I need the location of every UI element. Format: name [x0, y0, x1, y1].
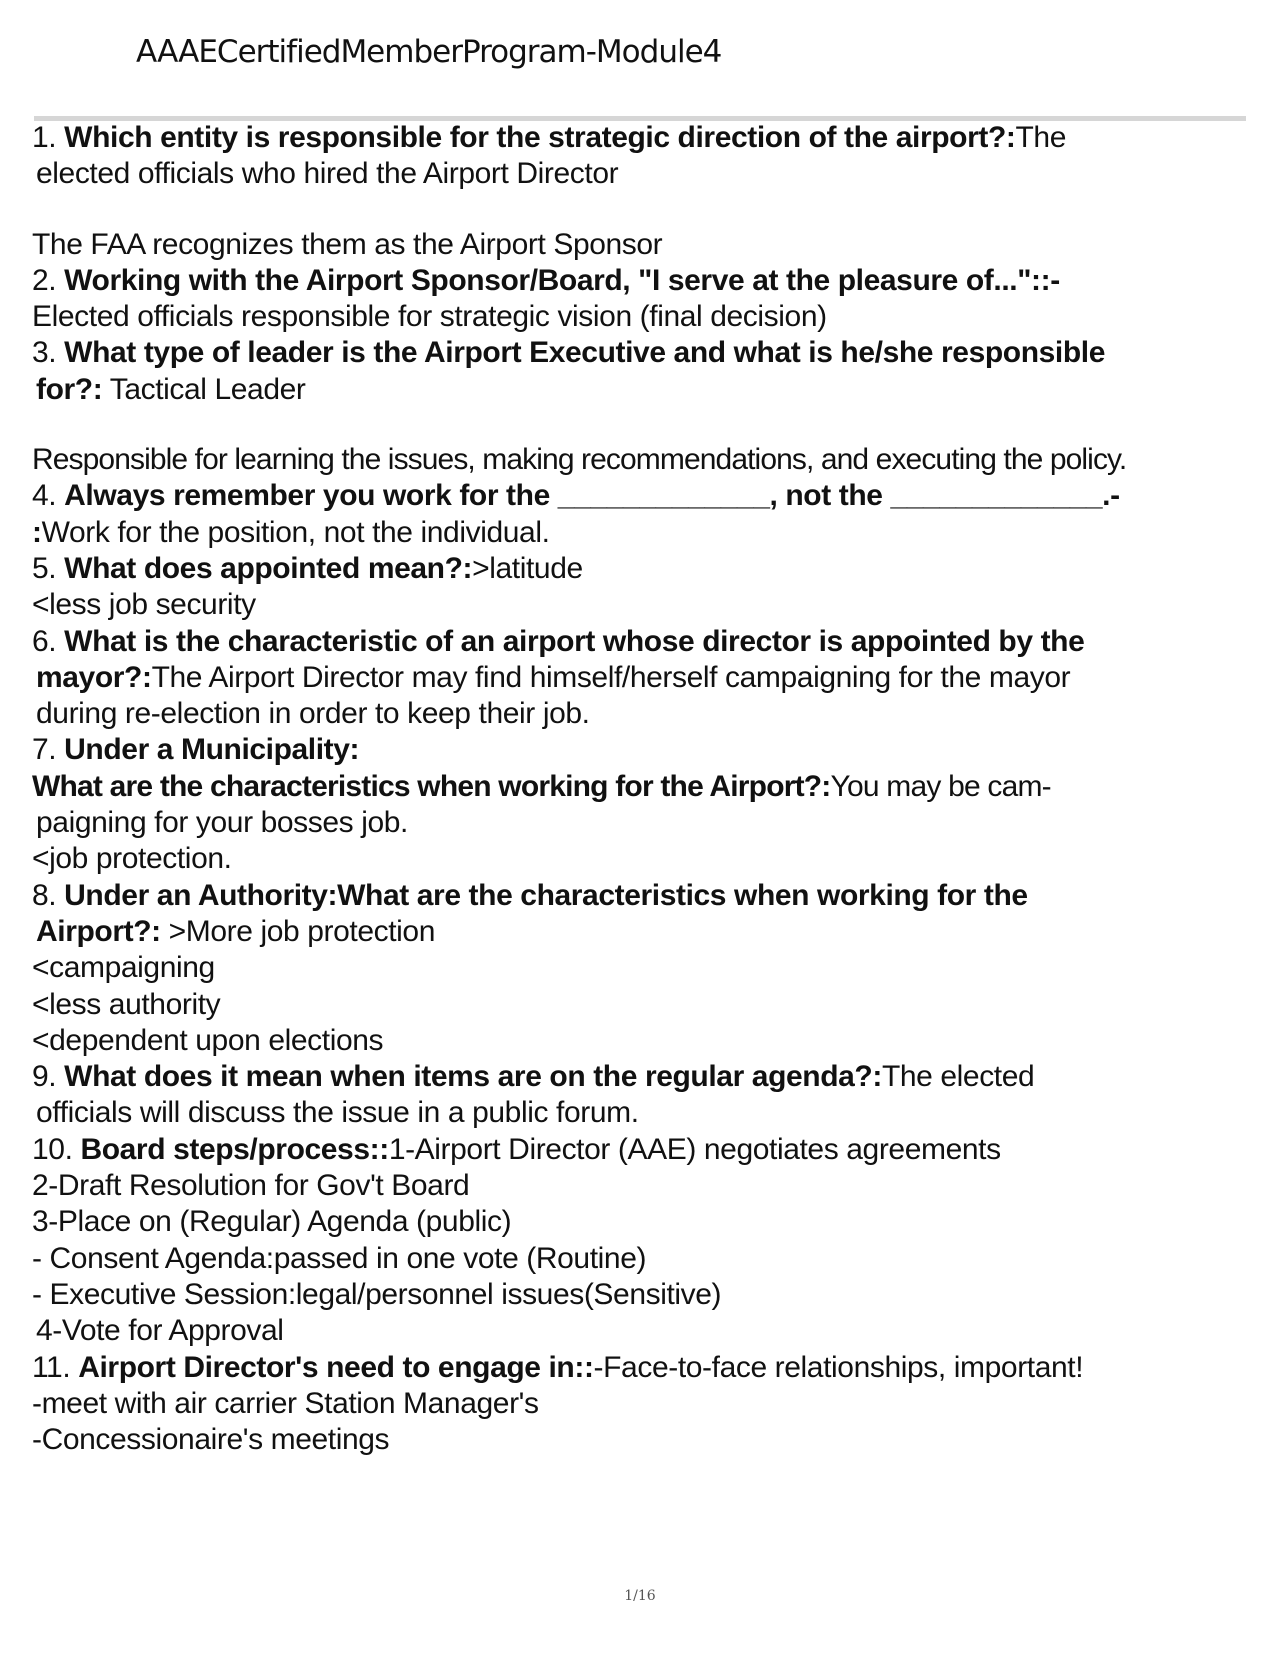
answer-line: - Consent Agenda:passed in one vote (Routine) [32, 1241, 647, 1275]
list-item: 1. Which entity is responsible for the strategic direction of the airport?:The [32, 121, 1066, 154]
answer-text: The [1015, 121, 1066, 154]
answer-line: 4-Vote for Approval [36, 1314, 284, 1348]
list-item: 10. Board steps/process::1-Airport Director (AAE) negotiates agreements [32, 1132, 1001, 1166]
question-text: What does it mean when items are on the regular agenda?: [64, 1060, 882, 1094]
answer-line: Elected officials responsible for strategic vision (final decision) [32, 300, 827, 334]
flashcard-list [32, 120, 1272, 1458]
list-item: 6. What is the characteristic of an airport whose director is appointed by the [32, 624, 1085, 658]
question-text: What are the characteristics when working for the Airport?: [32, 769, 831, 803]
answer-line: -Concessionaire's meetings [32, 1423, 390, 1457]
question-text: Airport Director's need to engage in:: [78, 1350, 594, 1384]
answer-line: The FAA recognizes them as the Airport Sponsor [32, 227, 663, 261]
list-item: 11. Airport Director's need to engage in::-Face-to-face relationships, important! [32, 1350, 1084, 1384]
list-item: 5. What does appointed mean?:>latitude [32, 551, 583, 585]
answer-text: The elected [881, 1060, 1035, 1094]
answer-line: Responsible for learning the issues, making recommendations, and executing the policy. [32, 443, 1127, 477]
answer-text: >More job protection [168, 914, 435, 948]
question-text: What type of leader is the Airport Executive and what is he/she responsible [64, 336, 1105, 370]
question-text: Working with the Airport Sponsor/Board, "I serve at the pleasure of..."::- [64, 263, 1060, 297]
question-text: : [32, 515, 42, 549]
question-text: Always remember you work for the _____________, not the _____________.- [64, 479, 1120, 513]
question-text: Under an Authority:What are the characteristics when working for the [64, 878, 1028, 912]
answer-line: during re-election in order to keep their job. [36, 697, 590, 731]
answer-line: <less authority [32, 987, 221, 1021]
page-number: 1/16 [624, 1588, 656, 1604]
question-text: Board steps/process:: [80, 1132, 389, 1166]
document-header-title: AAAECertifiedMemberProgram-Module4 [136, 34, 722, 70]
answer-line: paigning for your bosses job. [36, 806, 408, 840]
answer-line: <dependent upon elections [32, 1023, 384, 1057]
answer-line: <job protection. [32, 842, 232, 876]
answer-text: >latitude [472, 551, 583, 585]
question-text: for?: [36, 372, 103, 406]
answer-text: Tactical Leader [109, 372, 306, 406]
question-text: What is the characteristic of an airport whose director is appointed by the [64, 624, 1085, 658]
answer-text: -Face-to-face relationships, important! [593, 1350, 1084, 1384]
answer-line: -meet with air carrier Station Manager's [32, 1386, 539, 1420]
question-text: Under a Municipality: [64, 733, 360, 767]
question-text: mayor?: [36, 660, 152, 694]
list-item: 4. Always remember you work for the _____________, not the _____________.- [32, 479, 1120, 513]
answer-line: - Executive Session:legal/personnel issues(Sensitive) [32, 1277, 722, 1311]
list-item: 9. What does it mean when items are on the regular agenda?:The elected [32, 1060, 1035, 1094]
answer-text: 1-Airport Director (AAE) negotiates agreements [388, 1132, 1001, 1166]
answer-line: 2-Draft Resolution for Gov't Board [32, 1169, 470, 1203]
list-item: 3. What type of leader is the Airport Executive and what is he/she responsible [32, 336, 1105, 370]
question-text: Airport?: [36, 914, 161, 948]
answer-line: elected officials who hired the Airport Director [36, 157, 619, 191]
answer-line: 3-Place on (Regular) Agenda (public) [32, 1205, 512, 1239]
answer-text: The Airport Director may find himself/herself campaigning for the mayor [151, 660, 1071, 694]
question-text: What does appointed mean?: [64, 551, 473, 585]
answer-text: Work for the position, not the individual. [41, 515, 550, 549]
answer-line: <campaigning [32, 951, 215, 985]
list-item: 2. Working with the Airport Sponsor/Board, "I serve at the pleasure of..."::- [32, 263, 1060, 297]
answer-text: You may be cam- [830, 769, 1051, 803]
answer-line: <less job security [32, 588, 256, 622]
question-text: Which entity is responsible for the strategic direction of the airport?: [64, 121, 1016, 154]
list-item: 7. Under a Municipality: [32, 733, 360, 767]
answer-line: officials will discuss the issue in a public forum. [36, 1096, 639, 1130]
list-item: 8. Under an Authority:What are the characteristics when working for the [32, 878, 1028, 912]
